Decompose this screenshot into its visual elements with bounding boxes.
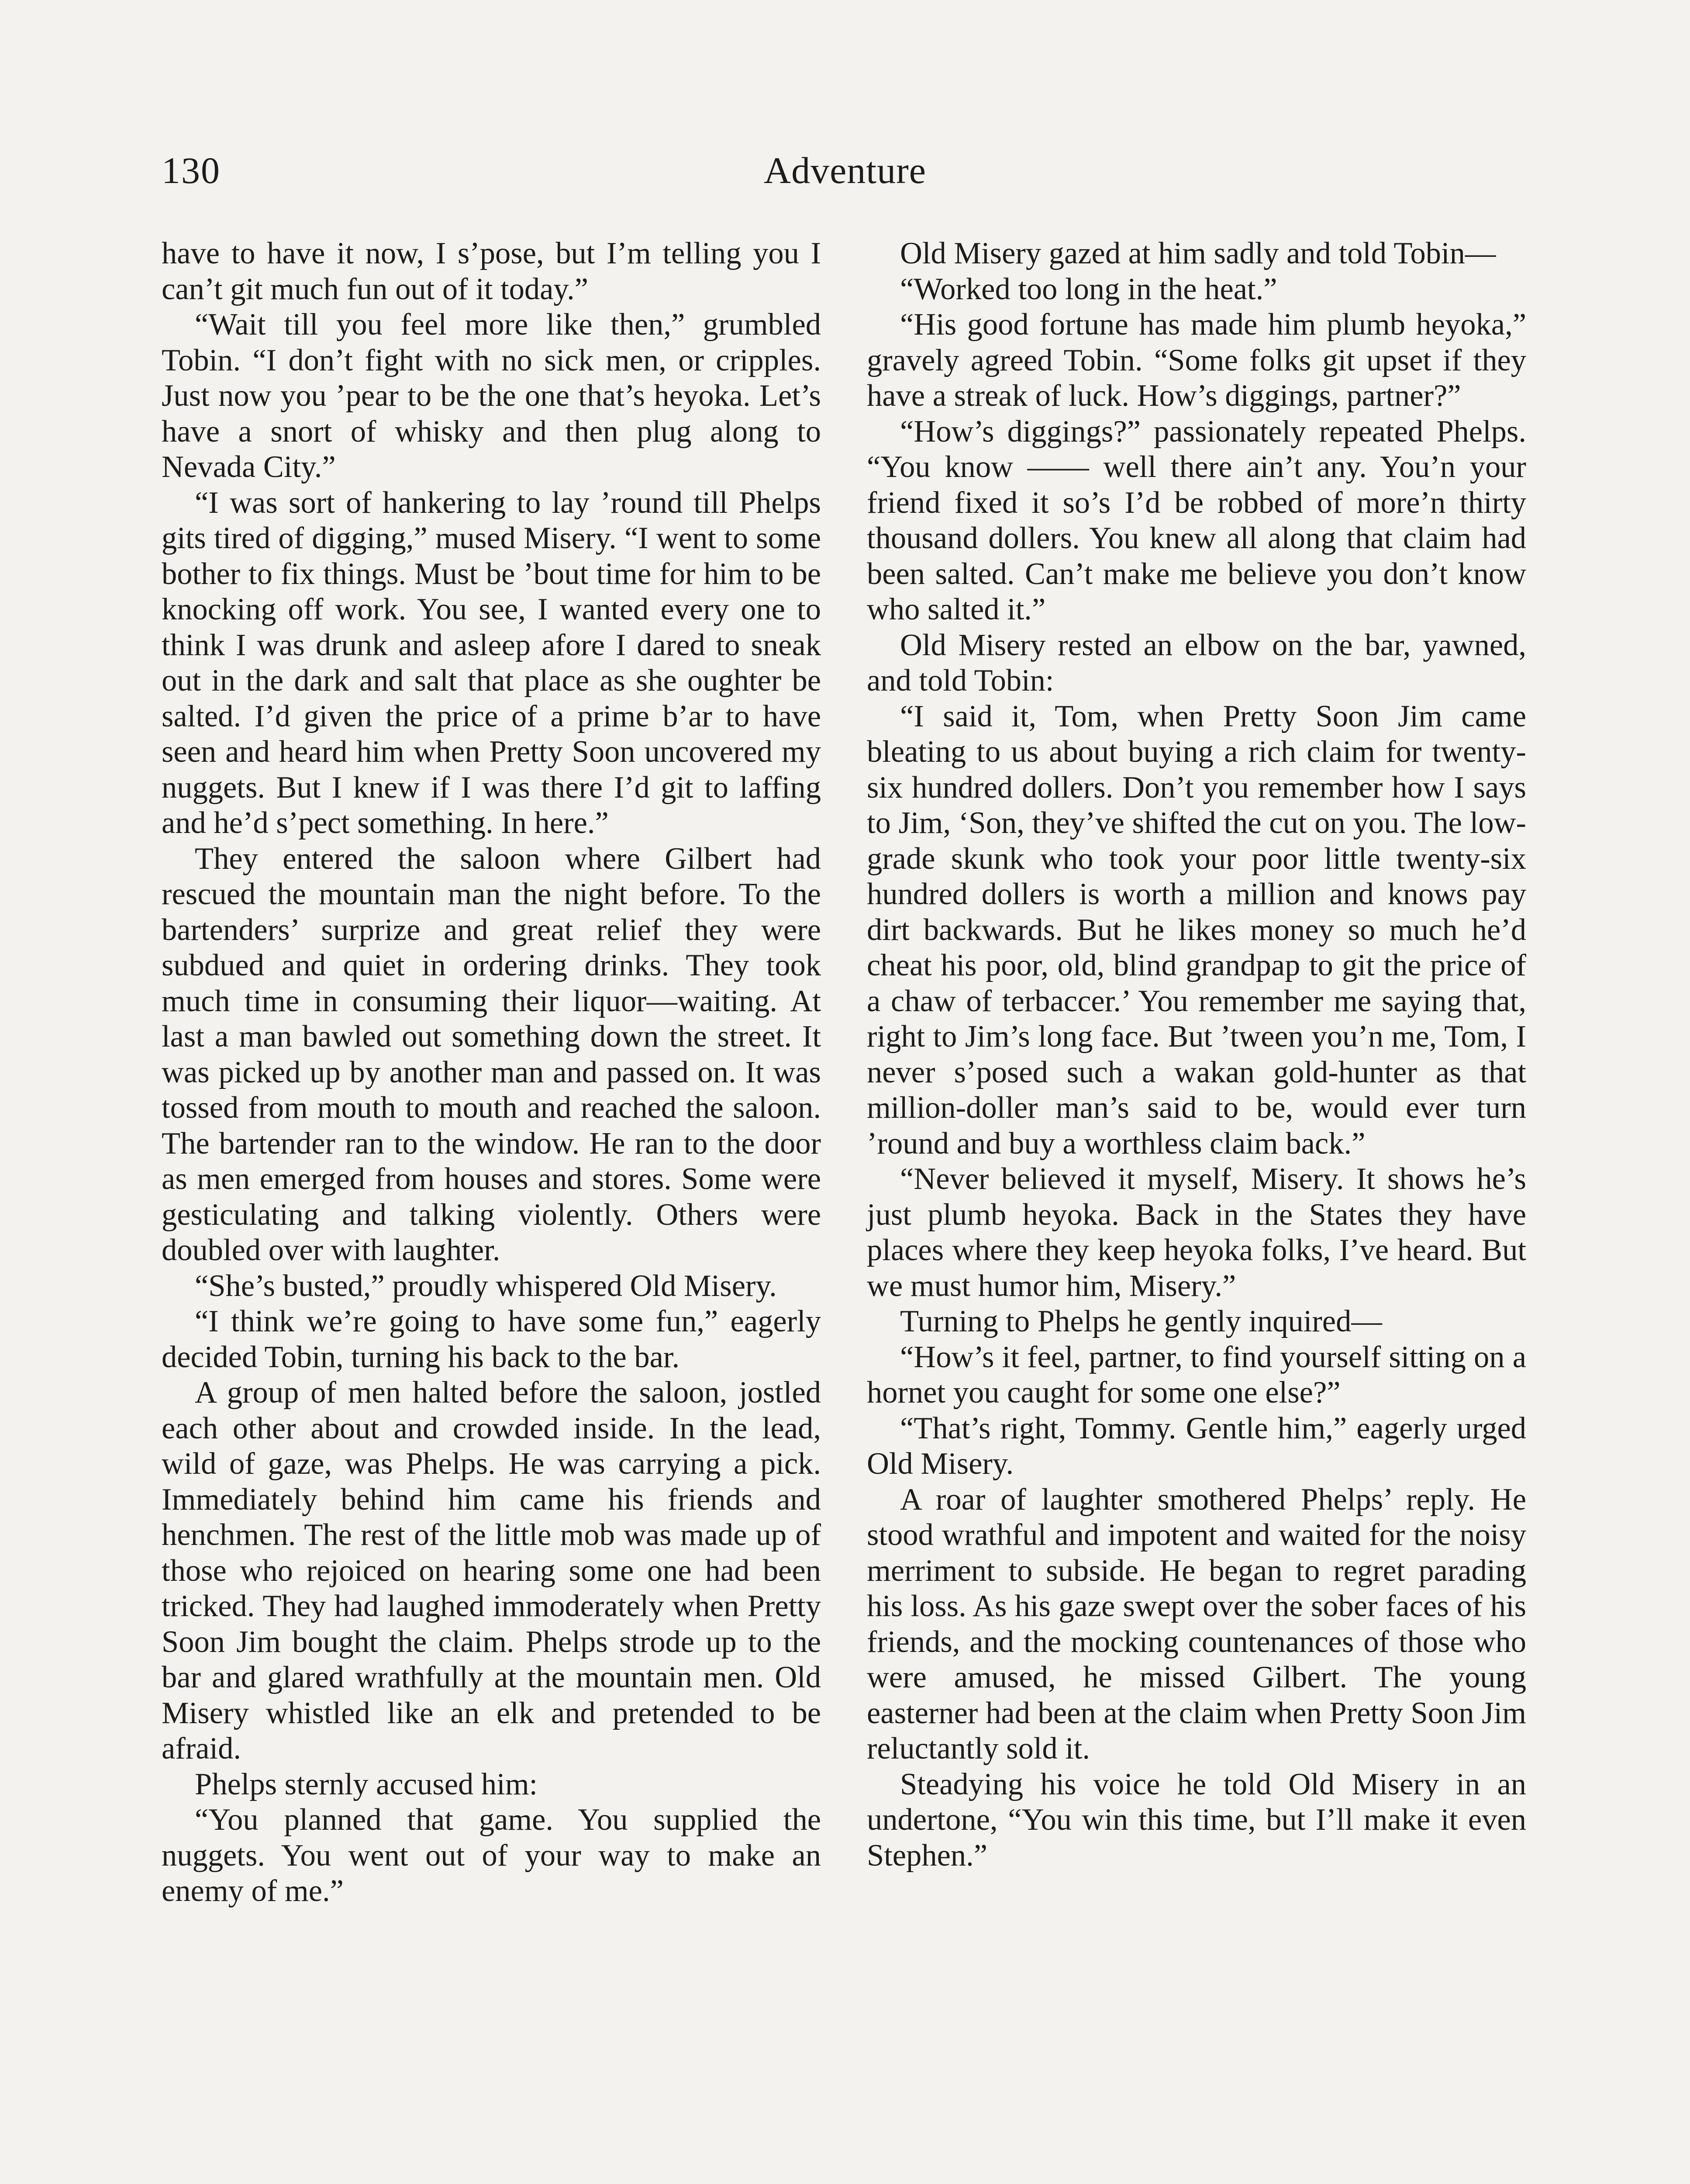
paragraph: Phelps sternly accused him:	[195, 1767, 538, 1801]
paragraph: “Wait till you feel more like then,” grumbled Tobin. “I don’t fight with no sick men, or cripples. Just now you ’pear to be the one that’s heyoka. Let’s have a snort of whisky and then plug along to Nevada City.”	[162, 308, 821, 484]
paragraph: “That’s right, Tommy. Gentle him,” eagerly urged Old Misery.	[867, 1411, 1526, 1481]
page-header	[162, 144, 1528, 197]
paragraph: “She’s busted,” proudly whispered Old Misery.	[195, 1268, 777, 1303]
paragraph: “How’s it feel, partner, to find yourself sitting on a hornet you caught for some one else?”	[867, 1340, 1526, 1410]
paragraph: “Worked too long in the heat.”	[900, 272, 1277, 306]
paragraph: have to have it now, I s’pose, but I’m telling you I can’t git much fun out of it today.”	[162, 236, 821, 306]
paragraph: “His good fortune has made him plumb heyoka,” gravely agreed Tobin. “Some folks git upset if they have a streak of luck. How’s diggings, partner?”	[867, 308, 1526, 413]
paragraph: “I think we’re going to have some fun,” eagerly decided Tobin, turning his back to the bar.	[162, 1304, 821, 1374]
paragraph: A roar of laughter smothered Phelps’ reply. He stood wrathful and impotent and waited for the noisy merriment to subside. He began to regret parading his loss. As his gaze swept over the sober faces of his friends, and the mocking countenances of those who were amused, he missed Gilbert. The young easterner had been at the claim when Pretty Soon Jim reluctantly sold it.	[867, 1482, 1526, 1766]
paragraph: “You planned that game. You supplied the nuggets. You went out of your way to make an enemy of me.”	[162, 1803, 821, 1908]
paragraph: They entered the saloon where Gilbert had rescued the mountain man the night before. To the bartenders’ surprize and great relief they were subdued and quiet in ordering drinks. They took much time in consuming their liquor—waiting. At last a man bawled out something down the street. It was picked up by another man and passed on. It was tossed from mouth to mouth and reached the saloon. The bartender ran to the window. He ran to the door as men emerged from houses and stores. Some were gesticulating and talking violently. Others were doubled over with laughter.	[162, 841, 821, 1267]
paragraph: Turning to Phelps he gently inquired—	[900, 1304, 1382, 1338]
paragraph: “How’s diggings?” passionately repeated Phelps. “You know —— well there ain’t any. You’n your friend fixed it so’s I’d be robbed of more’n thirty thousand dollers. You knew all along that claim had been salted. Can’t make me believe you don’t know who salted it.”	[867, 414, 1526, 626]
paragraph: “I was sort of hankering to lay ’round till Phelps gits tired of digging,” mused Misery. “I went to some bother to fix things. Must be ’bout time for him to be knocking off work. You see, I wanted every one to think I was drunk and asleep afore I dared to sneak out in the dark and salt that place as she oughter be salted. I’d given the price of a prime b’ar to have seen and heard him when Pretty Soon uncovered my nuggets. But I knew if I was there I’d git to laffing and he’d s’pect something. In here.”	[162, 485, 821, 840]
running-title: Adventure	[764, 149, 926, 191]
paragraph: A group of men halted before the saloon, jostled each other about and crowded inside. In the lead, wild of gaze, was Phelps. He was carrying a pick. Immediately behind him came his friends and henchmen. The rest of the little mob was made up of those who rejoiced on hearing some one had been tricked. They had laughed immoderately when Pretty Soon Jim bought the claim. Phelps strode up to the bar and glared wrathfully at the mountain men. Old Misery whistled like an elk and pretended to be afraid.	[162, 1375, 821, 1766]
page-number: 130	[162, 149, 221, 191]
paragraph: Old Misery rested an elbow on the bar, yawned, and told Tobin:	[867, 628, 1526, 698]
left-column	[162, 236, 821, 1909]
paragraph: “I said it, Tom, when Pretty Soon Jim came bleating to us about buying a rich claim for twenty-six hundred dollers. Don’t you remember how I says to Jim, ‘Son, they’ve shifted the cut on you. The low-grade skunk who took your poor little twenty-six hundred dollers is worth a million and knows pay dirt backwards. But he likes money so much he’d cheat his poor, old, blind grandpap to git the price of a chaw of terbaccer.’ You remember me saying that, right to Jim’s long face. But ’tween you’n me, Tom, I never s’posed such a wakan gold-hunter as that million-doller man’s said to be, would ever turn ’round and buy a worthless claim back.”	[867, 699, 1526, 1161]
paragraph: “Never believed it myself, Misery. It shows he’s just plumb heyoka. Back in the States they have places where they keep heyoka folks, I’ve heard. But we must humor him, Misery.”	[867, 1162, 1526, 1303]
paragraph: Old Misery gazed at him sadly and told Tobin—	[900, 236, 1496, 270]
right-column	[867, 236, 1526, 1873]
paragraph: Steadying his voice he told Old Misery in an undertone, “You win this time, but I’ll make it even Stephen.”	[867, 1767, 1526, 1873]
